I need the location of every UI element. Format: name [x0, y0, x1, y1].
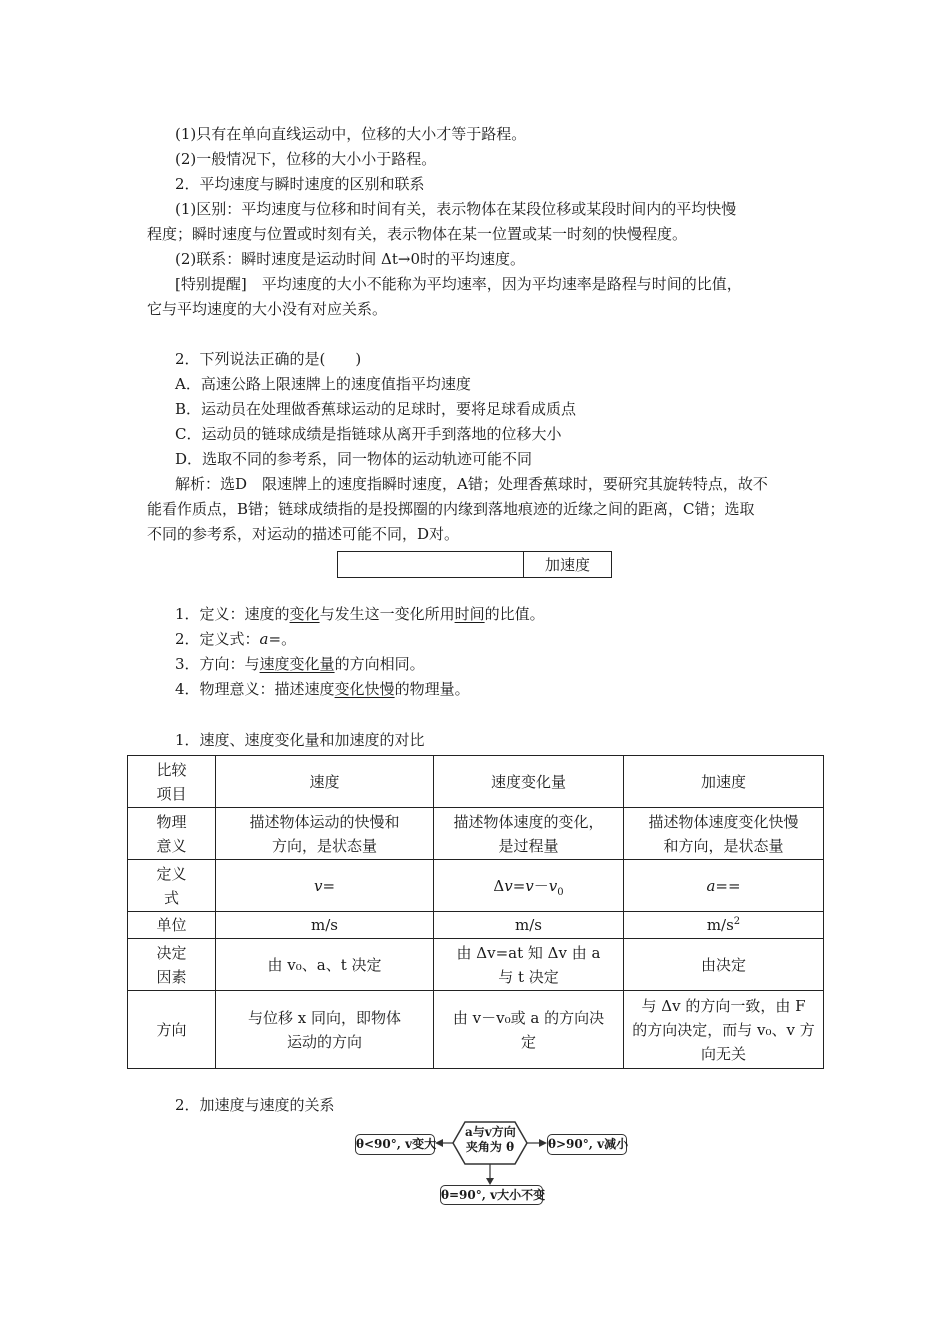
relation-diagram: [355, 1120, 630, 1205]
formula-text: 2．定义式：: [175, 630, 260, 648]
formula-velocity-change: [434, 860, 624, 912]
solution-line-2: 能看作质点，B错；链球成绩指的是投掷圈的内缘到落地痕迹的近缘之间的距离，C错；选取: [147, 500, 755, 518]
paragraph-relation: (2)联系：瞬时速度是运动时间 Δt→0时的平均速度。: [175, 250, 525, 268]
blank-time: 时间: [454, 605, 485, 623]
definition-text: 与发生这一变化所用: [319, 605, 455, 623]
table-cell: 定义 式: [128, 860, 216, 912]
relation-title: 2．加速度与速度的关系: [175, 1096, 335, 1114]
header-cell: 加速度: [624, 756, 824, 808]
keyword-label: 加速度: [544, 556, 590, 574]
bottom-node: θ=90°, v大小不变: [440, 1185, 543, 1205]
table-cell: 决定 因素: [128, 939, 216, 991]
table-cell: 由 Δv=at 知 Δv 由 a 与 t 决定: [434, 939, 624, 991]
table-row: [128, 939, 824, 991]
formula-velocity: v=: [216, 860, 434, 912]
solution-line-1: 解析：选D 限速牌上的速度指瞬时速度，A错；处理香蕉球时，要研究其旋转特点，故不: [175, 475, 768, 493]
table-cell: 由 v₀、a、t 决定: [216, 939, 434, 991]
header-cell: 比较 项目: [128, 756, 216, 808]
formula-subscript: 0: [557, 886, 564, 898]
table-cell: 由决定: [624, 939, 824, 991]
table-cell: 由 v－v₀或 a 的方向决 定: [434, 991, 624, 1069]
formula-symbol: =: [512, 876, 526, 895]
table-row: [128, 991, 824, 1069]
direction-line: [175, 654, 835, 674]
question-stem: 2．下列说法正确的是( ): [175, 350, 362, 368]
table-row: [128, 808, 824, 860]
header-cell: 速度变化量: [434, 756, 624, 808]
table-cell: m/s: [434, 912, 624, 939]
table-row: [128, 912, 824, 939]
formula-variable: v: [548, 876, 558, 895]
table-cell: m/s: [216, 912, 434, 939]
meaning-text: 4．物理意义：描述速度: [175, 680, 335, 698]
definition-text: 1．定义：速度的: [175, 605, 290, 623]
direction-text: 3．方向：与: [175, 655, 260, 673]
table-row: [128, 860, 824, 912]
paragraph-displacement-2: (2)一般情况下，位移的大小小于路程。: [175, 150, 437, 168]
formula-line: [175, 629, 835, 649]
table-header-row: [128, 756, 824, 808]
right-arrow-icon: [539, 1139, 547, 1147]
table-cell: 物理 意义: [128, 808, 216, 860]
formula-variable: v: [504, 876, 513, 895]
comparison-table: [127, 755, 824, 1069]
definition-line: [175, 604, 835, 624]
formula-symbol: －: [533, 876, 549, 895]
center-node-line-2: 夹角为 θ: [465, 1140, 515, 1154]
meaning-line: [175, 679, 835, 699]
left-node: θ<90°, v变大: [355, 1134, 435, 1155]
center-node: [465, 1125, 515, 1155]
unit-superscript: 2: [733, 916, 741, 927]
right-node: θ>90°, v减小: [547, 1134, 627, 1155]
table-title: 1．速度、速度变化量和加速度的对比: [175, 731, 425, 749]
option-b: B．运动员在处理做香蕉球运动的足球时，要将足球看成质点: [175, 400, 577, 418]
section-heading-velocity: 2．平均速度与瞬时速度的区别和联系: [175, 175, 425, 193]
special-note-a: [特别提醒] 平均速度的大小不能称为平均速率，因为平均速率是路程与时间的比值，: [175, 275, 742, 293]
blank-change-rate: 变化快慢: [334, 680, 395, 698]
meaning-text: 的物理量。: [394, 680, 470, 698]
unit-acceleration: [624, 912, 824, 939]
table-cell: 与位移 x 同向，即物体 运动的方向: [216, 991, 434, 1069]
direction-text: 的方向相同。: [334, 655, 425, 673]
keyword-box: [337, 551, 612, 578]
formula-text: =。: [268, 630, 297, 648]
paragraph-displacement-1: (1)只有在单向直线运动中，位移的大小才等于路程。: [175, 125, 527, 143]
formula-acceleration: a==: [624, 860, 824, 912]
table-cell: 单位: [128, 912, 216, 939]
center-node-line-1: a与v方向: [465, 1125, 516, 1139]
table-cell: 描述物体速度的变化， 是过程量: [434, 808, 624, 860]
unit-text: m/s: [706, 916, 734, 934]
formula-variable: v: [525, 876, 534, 895]
paragraph-difference-b: 程度；瞬时速度与位置或时刻有关，表示物体在某一位置或某一时刻的快慢程度。: [147, 225, 688, 243]
definition-text: 的比值。: [484, 605, 545, 623]
table-cell: 与 Δv 的方向一致，由 F 的方向决定，而与 v₀、v 方 向无关: [624, 991, 824, 1069]
formula-variable: a: [259, 630, 269, 648]
left-arrow-icon: [435, 1139, 443, 1147]
blank-velocity-change: 速度变化量: [259, 655, 335, 673]
delta-symbol: Δ: [493, 876, 505, 895]
option-c: C．运动员的链球成绩是指链球从离开手到落地的位移大小: [175, 425, 562, 443]
option-a: A．高速公路上限速牌上的速度值指平均速度: [175, 375, 471, 393]
special-note-b: 它与平均速度的大小没有对应关系。: [147, 300, 388, 318]
table-cell: 方向: [128, 991, 216, 1069]
solution-line-3: 不同的参考系，对运动的描述可能不同，D对。: [147, 525, 460, 543]
paragraph-difference-a: (1)区别：平均速度与位移和时间有关，表示物体在某段位移或某段时间内的平均快慢: [175, 200, 737, 218]
table-cell: 描述物体运动的快慢和 方向，是状态量: [216, 808, 434, 860]
header-cell: 速度: [216, 756, 434, 808]
blank-change: 变化: [289, 605, 320, 623]
option-d: D．选取不同的参考系，同一物体的运动轨迹可能不同: [175, 450, 533, 468]
down-arrow-icon: [486, 1178, 494, 1185]
table-cell: 描述物体速度变化快慢 和方向，是状态量: [624, 808, 824, 860]
